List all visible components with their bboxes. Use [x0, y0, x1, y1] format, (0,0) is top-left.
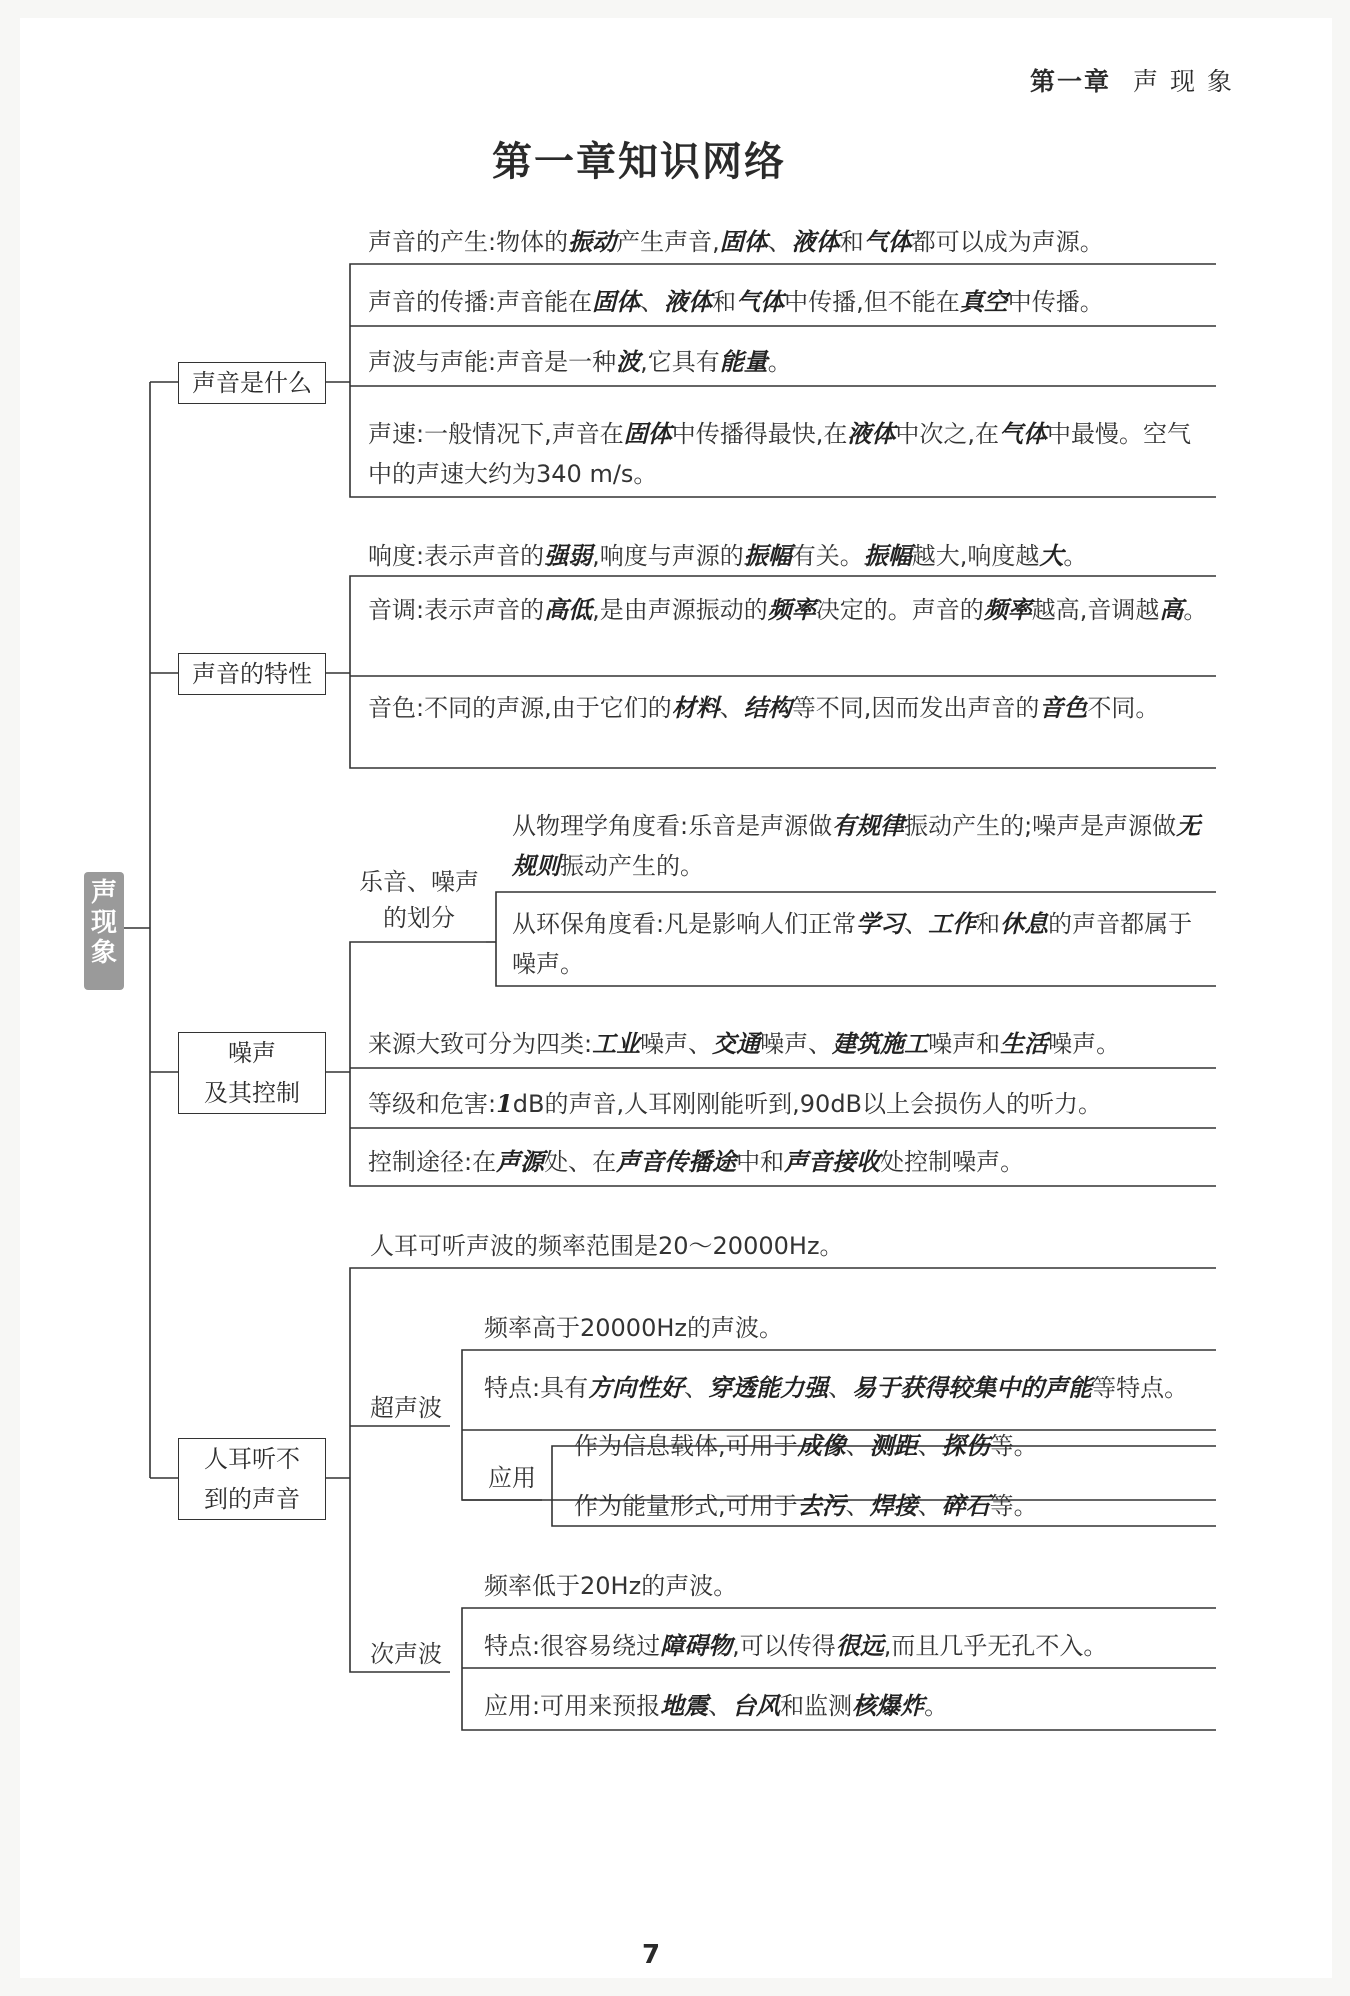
ultrasound-app-info: 作为信息载体,可用于成像、测距、探伤等。	[574, 1431, 1038, 1460]
branch-inaudible-sound	[178, 1438, 326, 1520]
branch-what-is-sound: 声音是什么	[178, 362, 326, 404]
noise-label-line1: 噪声	[228, 1039, 276, 1067]
infrasound-feature: 特点:很容易绕过障碍物,可以传得很远,而且几乎无孔不入。	[484, 1631, 1108, 1660]
noise-label-line2: 及其控制	[204, 1079, 300, 1107]
noise-item-control: 控制途径:在声源处、在声音传播途中和声音接收处控制噪声。	[368, 1147, 1025, 1176]
branch-sound-characteristics: 声音的特性	[178, 653, 326, 695]
noise-item-sources: 来源大致可分为四类:工业噪声、交通噪声、建筑施工噪声和生活噪声。	[368, 1029, 1121, 1058]
what-item-propagation: 声音的传播:声音能在固体、液体和气体中传播,但不能在真空中传播。	[368, 287, 1104, 316]
header-topic: 声 现 象	[1133, 67, 1234, 96]
branch-noise-control	[178, 1032, 326, 1114]
ultrasound-feature: 特点:具有方向性好、穿透能力强、易于获得较集中的声能等特点。	[484, 1373, 1189, 1402]
noise-sub-label: 乐音、噪声 的划分	[359, 868, 479, 932]
noise-sub-environment: 从环保角度看:凡是影响人们正常学习、工作和休息的声音都属于噪声。	[512, 909, 1193, 978]
inaudible-label-line2: 到的声音	[204, 1485, 300, 1513]
infrasound-label: 次声波	[370, 1640, 442, 1668]
running-header	[1030, 62, 1234, 98]
root-label-sound-phenomena: 声现象	[84, 872, 124, 990]
traits-item-pitch: 音调:表示声音的高低,是由声源振动的频率决定的。声音的频率越高,音调越高。	[368, 595, 1208, 624]
page-title: 第一章知识网络	[492, 139, 786, 185]
inaudible-label-line1: 人耳听不	[204, 1445, 300, 1473]
ultrasound-definition: 频率高于20000Hz的声波。	[484, 1314, 784, 1342]
noise-item-levels: 等级和危害:1dB的声音,人耳刚刚能听到,90dB以上会损伤人的听力。	[368, 1089, 1103, 1118]
noise-sub-physics: 从物理学角度看:乐音是声源做有规律振动产生的;噪声是声源做无规则振动产生的。	[512, 811, 1201, 880]
what-item-production: 声音的产生:物体的振动产生声音,固体、液体和气体都可以成为声源。	[368, 227, 1104, 256]
infrasound-definition: 频率低于20Hz的声波。	[484, 1572, 738, 1600]
page-number: 7	[642, 1940, 661, 1970]
traits-item-timbre: 音色:不同的声源,由于它们的材料、结构等不同,因而发出声音的音色不同。	[368, 693, 1160, 722]
infrasound-application: 应用:可用来预报地震、台风和监测核爆炸。	[484, 1691, 949, 1720]
traits-item-loudness: 响度:表示声音的强弱,响度与声源的振幅有关。振幅越大,响度越大。	[368, 541, 1088, 570]
ultrasound-label: 超声波	[370, 1394, 442, 1422]
ultrasound-app-energy: 作为能量形式,可用于去污、焊接、碎石等。	[574, 1491, 1038, 1520]
what-item-sound-wave: 声波与声能:声音是一种波,它具有能量。	[368, 347, 792, 376]
inaudible-range: 人耳可听声波的频率范围是20～20000Hz。	[370, 1232, 844, 1260]
ultrasound-app-label: 应用	[488, 1464, 536, 1492]
what-item-speed: 声速:一般情况下,声音在固体中传播得最快,在液体中次之,在气体中最慢。空气中的声速大约为340 m/s。	[368, 419, 1191, 488]
header-chapter: 第一章	[1030, 67, 1112, 96]
